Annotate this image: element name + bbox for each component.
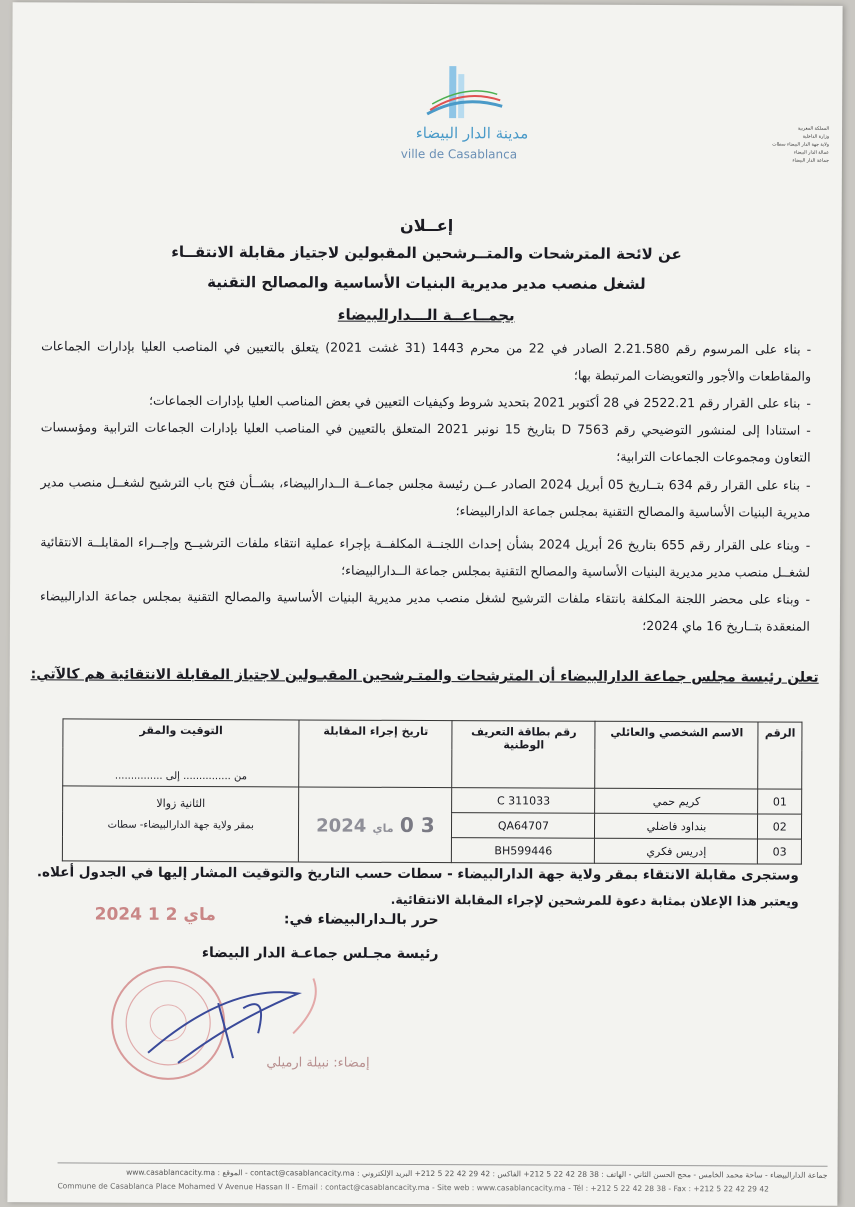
logo-arabic-text: مدينة الدار البيضاء (415, 123, 529, 143)
date-year: 2024 (316, 815, 367, 837)
row-name: بنداود فاضلي (595, 813, 758, 839)
ministry-line: وزارة الداخلية (802, 134, 830, 140)
row-name: كريم حمي (595, 788, 758, 814)
paragraph: -بناء على القرار رقم 2522.21 في 28 أكتوبر 2021 بتحديد شروط وكيفيات التعيين في بعض المناصب العليا بإدارات الجماعات؛ (148, 392, 811, 411)
ministry-line: جماعة الدار البيضاء (792, 158, 829, 164)
date-month: ماي (372, 821, 394, 835)
signature-place: حرر بالـدارالبيضاء في: (283, 911, 439, 929)
header-num: الرقم (758, 722, 802, 789)
paragraph: -بناء على القرار رقم 634 بتــاريخ 05 أبريل 2024 الصادر عــن رئيسة مجلس جماعــة الــدارالبيضاء، بشــأن فتح باب الترشيح لشغــل منصب مدير مديرية البنيات الأساسية والمصالح التقنية بمجلس جماعة الدارالبيضاء؛ (40, 474, 811, 520)
paragraph-text: بناء على القرار رقم 2522.21 في 28 أكتوبر 2021 بتحديد شروط وكيفيات التعيين في بعض المناصب العليا بإدارات الجماعات؛ (148, 392, 801, 411)
ministry-line: عمالة الدار البيضاء (793, 150, 829, 156)
table-header-row (63, 719, 802, 751)
footer (57, 1162, 827, 1200)
paragraph: -وبناء على محضر اللجنة المكلفة بانتقاء ملفات الترشيح لشغل منصب مدير مديرية البنيات الأساسية والمصالح التقنية بمجلس جماعة الدارالبيضاء المنعقدة بتــاريخ 16 ماي 2024؛ (39, 588, 811, 634)
signed-name: إمضاء: نبيلة ارميلي (266, 1055, 370, 1071)
signer-title: رئيسة مجـلس جماعـة الدار البيضاء (201, 945, 439, 963)
paragraph-text: بناء على المرسوم رقم 2.21.580 الصادر في 22 من محرم 1443 (31 غشت 2021) يتعلق بالتعيين في المناصب العليا بإدارات الجماعات والمقاطعات والأجور والتعويضات المرتبطة بها؛ (41, 338, 812, 384)
row-cin: C 311033 (452, 788, 595, 814)
paragraph-text: وبناء على محضر اللجنة المكلفة بانتقاء ملفات الترشيح لشغل منصب مدير مديرية البنيات الأساسية والمصالح التقنية بمجلس جماعة الدارالبيضاء المنعقدة بتــاريخ 16 ماي 2024؛ (39, 588, 810, 634)
row-num: 01 (758, 789, 802, 814)
place-text: بمقر ولاية جهة الدارالبيضاء- سطات (107, 819, 254, 832)
paragraph-text: استنادا إلى لمنشور التوضيحي رقم D 7563 بتاريخ 15 نونبر 2021 المتعلق بالتعيين في المناصب العليا بإدارات الجماعات الترابية ومؤسسات التعاون ومجموعات الجماعات الترابية؛ (40, 419, 811, 465)
row-cin: QA64707 (452, 813, 595, 839)
document-page (7, 2, 842, 1206)
interview-date-stamp (316, 812, 435, 838)
header-name: الاسم الشخصي والعائلي (595, 721, 758, 789)
closing-line-2: ويعتبر هذا الإعلان بمثابة دعوة للمرشحين لإجراء المقابلة الانتقائية. (390, 891, 799, 909)
paragraph-text: وبناء على القرار رقم 655 بتاريخ 26 أبريل 2024 بشأن إحداث اللجنــة المكلفــة بإجراء عملية انتقاء ملفات الترشيــح وإجــراء المقابلــة الانتقائية لشغــل منصب مدير مديرية البنيات الأساسية والمصالح التقنية بمجلس جماعة الــدارالبيضاء؛ (40, 534, 811, 580)
table-row (63, 786, 802, 814)
ministry-header (744, 125, 829, 165)
announcement-line: تعلن رئيسة مجلس جماعة الدارالبيضاء أن المترشحات والمتـرشحين المقبـولين لاجتياز المقابلة الانتقائية هم كالآتي: (30, 666, 819, 686)
paragraph-text: بناء على القرار رقم 634 بتــاريخ 05 أبريل 2024 الصادر عــن رئيسة مجلس جماعــة الــدارالبيضاء، بشــأن فتح باب الترشيح لشغــل منصب مدير مديرية البنيات الأساسية والمصالح التقنية بمجلس جماعة الدارالبيضاء؛ (40, 474, 811, 520)
title-line-2: عن لائحة المترشحات والمتــرشحين المقبولين لاجتياز مقابلة الانتقــاء (171, 242, 682, 264)
date-day: 3 0 (399, 812, 435, 838)
header-time-range: من ............... إلى ............... (63, 747, 300, 787)
candidates-table (62, 718, 803, 864)
footer-arabic: جماعة الدارالبيضاء - ساحة محمد الخامس - محج الحسن الثاني - الهاتف : 38 28 42 22 5 212+ الفاكس : 42 29 42 22 5 212+ البريد الإلكتروني : contact@casablancacity.ma - الموقع : www.casablancacity.ma (126, 1167, 828, 1180)
row-num: 03 (758, 839, 802, 864)
row-name: إدريس فكري (595, 838, 758, 864)
header-time-place: التوقيت والمقر (63, 719, 300, 749)
paragraph: -وبناء على القرار رقم 655 بتاريخ 26 أبريل 2024 بشأن إحداث اللجنــة المكلفــة بإجراء عملية انتقاء ملفات الترشيــح وإجــراء المقابلــة الانتقائية لشغــل منصب مدير مديرية البنيات الأساسية والمصالح التقنية بمجلس جماعة الــدارالبيضاء؛ (40, 534, 811, 580)
row-cin: BH599446 (452, 838, 595, 864)
ministry-line: ولاية جهة الدار البيضاء سطات (772, 142, 830, 148)
header-date: تاريخ إجراء المقابلة (299, 720, 452, 788)
ministry-line: المملكة المغربية (797, 126, 830, 132)
time-text: الثانية زوالا (156, 796, 206, 811)
logo-french-text: ville de Casablanca (400, 146, 518, 162)
document-title: إعــلان (400, 215, 454, 236)
signature-date-stamp: 2024 ماي 2 1 (94, 904, 216, 926)
footer-french: Commune de Casablanca Place Mohamed V Avenue Hassan II - Email : contact@casablancacity.ma - Site web : www.casablancacity.ma - Tél : +212 5 22 42 28 38 - Fax : +212 5 22 42 29 42 (57, 1181, 769, 1194)
interview-date-cell (299, 787, 452, 863)
title-line-3: لشغل منصب مدير مديرية البنيات الأساسية والمصالح التقنية (207, 273, 646, 293)
paragraph: -بناء على المرسوم رقم 2.21.580 الصادر في 22 من محرم 1443 (31 غشت 2021) يتعلق بالتعيين في المناصب العليا بإدارات الجماعات والمقاطعات والأجور والتعويضات المرتبطة بها؛ (41, 338, 812, 384)
row-num: 02 (758, 814, 802, 839)
closing-line-1: وستجرى مقابلة الانتقاء بمقر ولاية جهة الدارالبيضاء - سطات حسب التاريخ والتوقيت المشار إليها في الجدول أعلاه. (36, 864, 799, 884)
header-cin: رقم بطاقة التعريف الوطنية (452, 721, 595, 789)
title-line-4: بجمــاعــة الـــدارالبيضاء (337, 305, 515, 325)
time-place-cell (62, 786, 299, 862)
paragraph: -استنادا إلى لمنشور التوضيحي رقم D 7563 بتاريخ 15 نونبر 2021 المتعلق بالتعيين في المناصب العليا بإدارات الجماعات الترابية ومؤسسات التعاون ومجموعات الجماعات الترابية؛ (40, 419, 811, 465)
